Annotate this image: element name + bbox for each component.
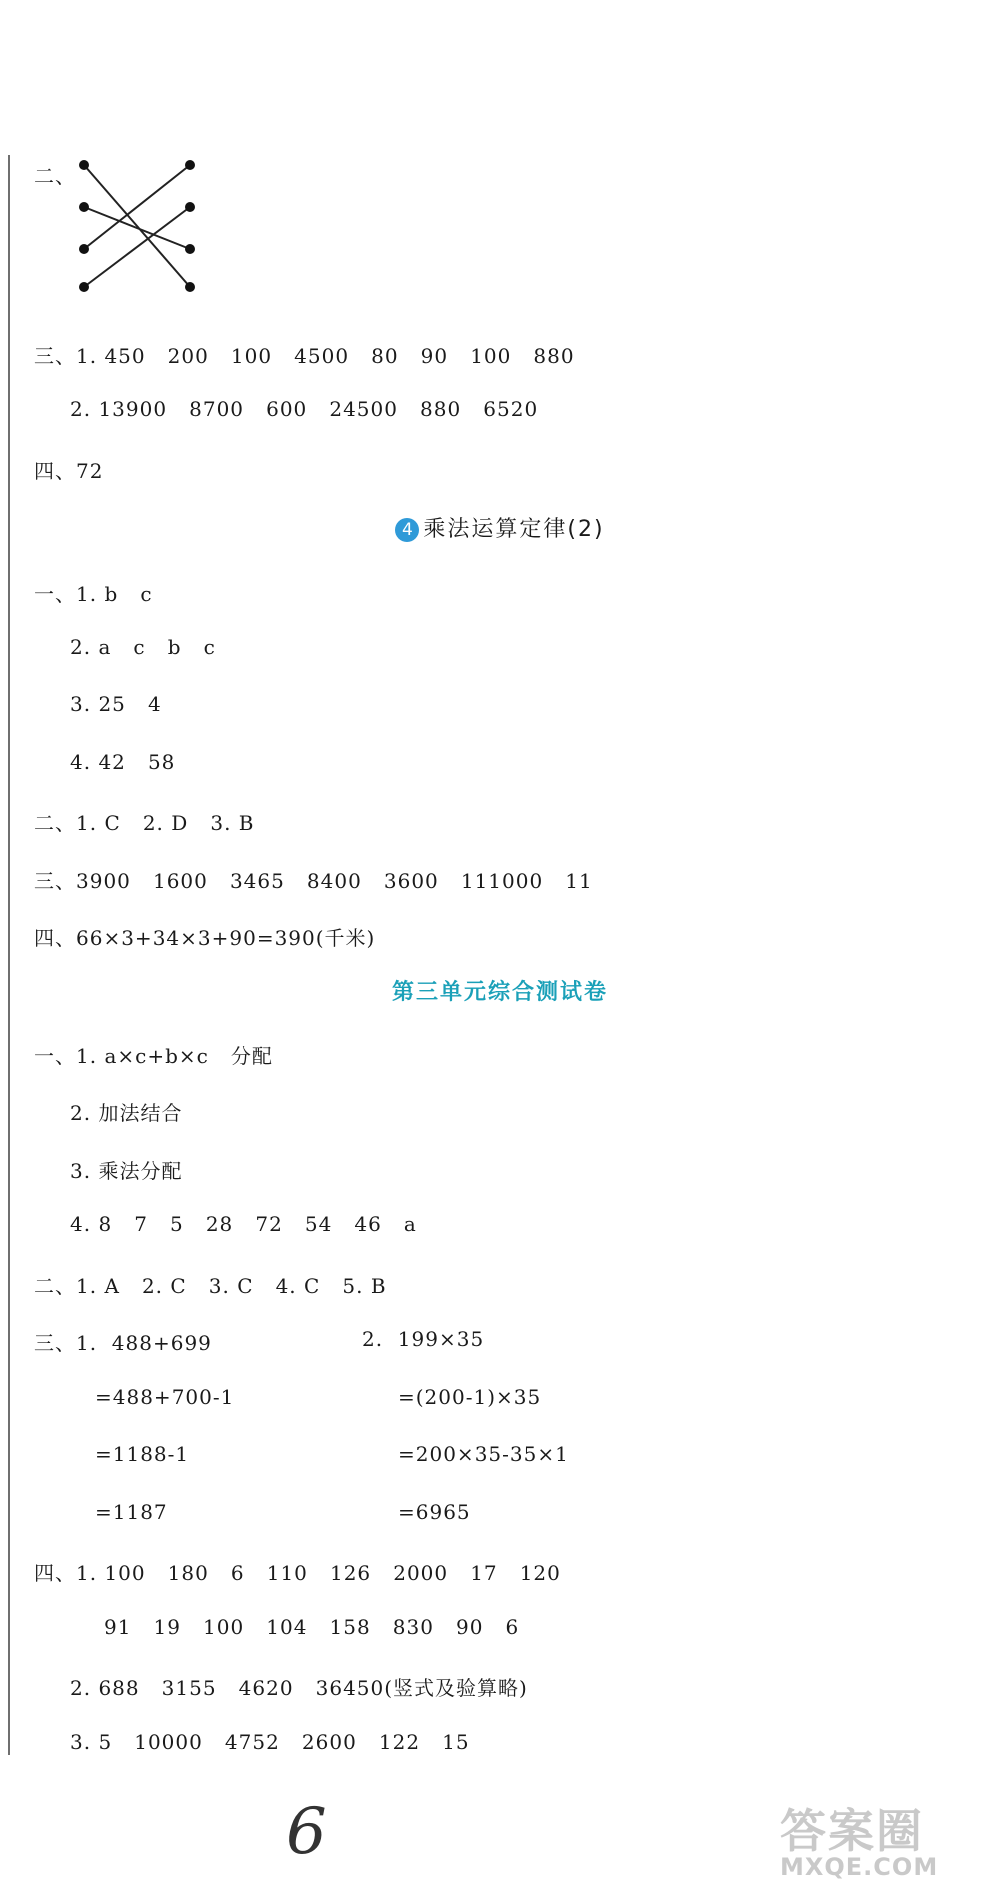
number-badge: 4 [395,518,419,542]
answer-p3-4-1a: 四、1. 100 180 6 110 126 2000 17 120 [34,1561,561,1585]
calc-right-1: =(200-1)×35 [398,1385,542,1409]
calc-left-2: =1188-1 [95,1442,190,1466]
calc-left-1: =488+700-1 [95,1385,235,1409]
left-margin-rule [8,155,10,1755]
answer-p2-1-1: 一、1. b c [34,582,153,606]
answer-p3-4-1b: 91 19 100 104 158 830 90 6 [104,1615,520,1639]
left-dot-2 [79,202,89,212]
answer-p3-1-1: 一、1. a×c+b×c 分配 [34,1044,273,1068]
calc-right-3: =6965 [398,1500,471,1524]
right-dot-3 [185,244,195,254]
answer-p3-2: 二、1. A 2. C 3. C 4. C 5. B [34,1274,387,1298]
right-dot-4 [185,282,195,292]
calc-right-2: =200×35-35×1 [398,1442,569,1466]
match-line-4 [84,207,190,287]
left-dot-4 [79,282,89,292]
answer-4: 四、72 [34,459,104,483]
answer-p2-2: 二、1. C 2. D 3. B [34,811,255,835]
answer-p3-1-4: 4. 8 7 5 28 72 54 46 a [70,1212,417,1236]
answer-3-1: 三、1. 450 200 100 4500 80 90 100 880 [34,344,575,368]
answer-p3-1-3: 3. 乘法分配 [70,1159,183,1183]
match-line-2 [84,207,190,249]
left-dot-3 [79,244,89,254]
right-dot-1 [185,160,195,170]
calc-left-3: =1187 [95,1500,168,1524]
calc-right-0: 2. 199×35 [362,1327,485,1351]
heading-title: 乘法运算定律(2) [423,517,605,542]
watermark-url: MXQE.COM [780,1853,939,1881]
answer-p3-4-3: 3. 5 10000 4752 2600 122 15 [70,1730,470,1754]
calc-left-0: 三、1. 488+699 [34,1331,212,1355]
answer-p2-3: 三、3900 1600 3465 8400 3600 111000 11 [34,869,593,893]
answer-p3-4-2: 2. 688 3155 4620 36450(竖式及验算略) [70,1676,528,1700]
watermark-logo: 答案圈 [780,1804,924,1858]
match-line-3 [84,165,190,249]
section-heading-unit3-test: 第三单元综合测试卷 [391,979,608,1005]
answer-p2-1-2: 2. a c b c [70,635,216,659]
match-line-1 [84,165,190,287]
answer-p2-1-3: 3. 25 4 [70,692,162,716]
right-dot-2 [185,202,195,212]
answer-p2-4: 四、66×3+34×3+90=390(千米) [34,926,376,950]
answer-p3-1-2: 2. 加法结合 [70,1101,183,1125]
matching-diagram [70,155,210,305]
left-dot-1 [79,160,89,170]
matching-label: 二、 [34,164,76,188]
handwritten-page-number: 6 [286,1795,327,1869]
section-heading-multiplication-laws [0,512,1000,543]
answer-p2-1-4: 4. 42 58 [70,750,176,774]
answer-3-2: 2. 13900 8700 600 24500 880 6520 [70,397,539,421]
